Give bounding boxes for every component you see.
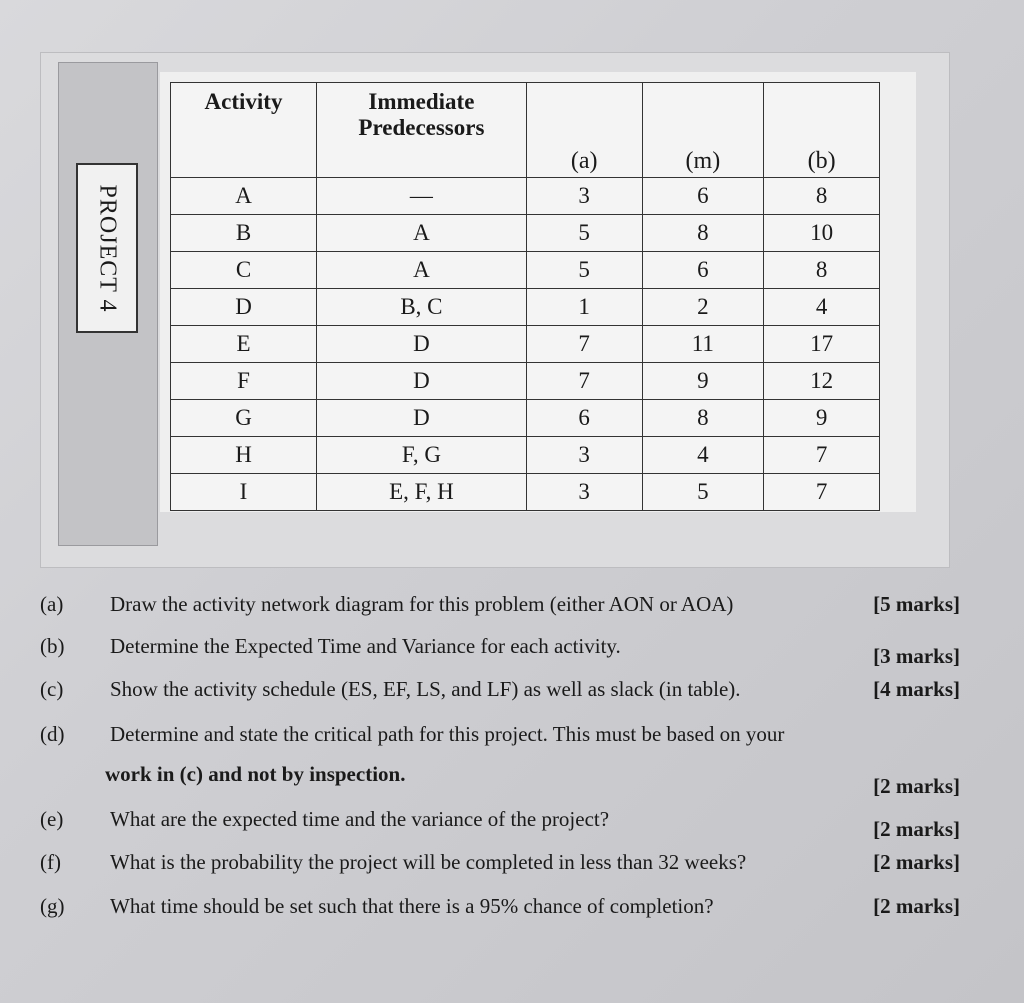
question-label: (f): [40, 850, 61, 874]
cell-b: 17: [764, 326, 880, 363]
cell-a: 1: [526, 289, 642, 326]
header-a: (a): [526, 83, 642, 178]
cell-activity: A: [171, 178, 317, 215]
cell-activity: E: [171, 326, 317, 363]
question-continuation: work in (c) and not by inspection.: [105, 762, 406, 786]
cell-a: 3: [526, 178, 642, 215]
question-label: (d): [40, 722, 65, 746]
cell-predecessors: D: [317, 363, 527, 400]
question-label: (b): [40, 634, 65, 658]
question-text: What time should be set such that there is a 95% chance of completion?: [110, 894, 714, 918]
table-row: [171, 474, 880, 511]
cell-a: 6: [526, 400, 642, 437]
cell-predecessors: —: [317, 178, 527, 215]
cell-m: 9: [642, 363, 764, 400]
cell-activity: B: [171, 215, 317, 252]
header-predecessors: Immediate Predecessors: [317, 83, 527, 178]
table-header-row: [171, 83, 880, 178]
cell-b: 12: [764, 363, 880, 400]
question-text: What are the expected time and the variance of the project?: [110, 807, 610, 831]
table-row: [171, 289, 880, 326]
cell-m: 8: [642, 400, 764, 437]
question-text: Draw the activity network diagram for this problem (either AON or AOA): [110, 592, 734, 616]
cell-predecessors: D: [317, 326, 527, 363]
cell-b: 10: [764, 215, 880, 252]
cell-a: 7: [526, 363, 642, 400]
question-marks: [2 marks]: [873, 817, 960, 841]
cell-a: 3: [526, 474, 642, 511]
cell-a: 5: [526, 252, 642, 289]
header-activity: Activity: [171, 83, 317, 178]
table-row: [171, 400, 880, 437]
cell-activity: I: [171, 474, 317, 511]
question-label: (a): [40, 592, 64, 616]
cell-b: 8: [764, 252, 880, 289]
cell-predecessors: E, F, H: [317, 474, 527, 511]
table-row: [171, 326, 880, 363]
cell-m: 6: [642, 252, 764, 289]
cell-a: 5: [526, 215, 642, 252]
table-row: [171, 252, 880, 289]
cell-m: 8: [642, 215, 764, 252]
cell-predecessors: A: [317, 252, 527, 289]
project-label-text: PROJECT 4: [94, 184, 121, 312]
question-label: (e): [40, 807, 64, 831]
cell-activity: C: [171, 252, 317, 289]
question-text: Determine the Expected Time and Variance for each activity.: [110, 634, 621, 658]
question-marks: [2 marks]: [873, 850, 960, 874]
question-marks: [2 marks]: [873, 894, 960, 918]
cell-b: 7: [764, 474, 880, 511]
cell-m: 2: [642, 289, 764, 326]
cell-predecessors: A: [317, 215, 527, 252]
question-marks: [5 marks]: [873, 592, 960, 616]
cell-b: 4: [764, 289, 880, 326]
activity-table: [170, 82, 880, 511]
cell-activity: G: [171, 400, 317, 437]
question-marks: [3 marks]: [873, 644, 960, 668]
cell-a: 7: [526, 326, 642, 363]
question-marks: [2 marks]: [873, 774, 960, 798]
header-b: (b): [764, 83, 880, 178]
project-label: [76, 163, 138, 333]
cell-a: 3: [526, 437, 642, 474]
question-text: Determine and state the critical path for this project. This must be based on your: [110, 722, 785, 746]
question-label: (g): [40, 894, 65, 918]
cell-predecessors: D: [317, 400, 527, 437]
table-row: [171, 215, 880, 252]
cell-m: 11: [642, 326, 764, 363]
table-row: [171, 363, 880, 400]
header-m: (m): [642, 83, 764, 178]
question-label: (c): [40, 677, 64, 701]
table-row: [171, 437, 880, 474]
cell-activity: F: [171, 363, 317, 400]
cell-activity: H: [171, 437, 317, 474]
cell-b: 9: [764, 400, 880, 437]
cell-m: 4: [642, 437, 764, 474]
question-marks: [4 marks]: [873, 677, 960, 701]
question-text: Show the activity schedule (ES, EF, LS, and LF) as well as slack (in table).: [110, 677, 741, 701]
cell-predecessors: F, G: [317, 437, 527, 474]
cell-activity: D: [171, 289, 317, 326]
cell-m: 5: [642, 474, 764, 511]
question-text: What is the probability the project will be completed in less than 32 weeks?: [110, 850, 747, 874]
cell-predecessors: B, C: [317, 289, 527, 326]
cell-m: 6: [642, 178, 764, 215]
cell-b: 7: [764, 437, 880, 474]
cell-b: 8: [764, 178, 880, 215]
table-row: [171, 178, 880, 215]
